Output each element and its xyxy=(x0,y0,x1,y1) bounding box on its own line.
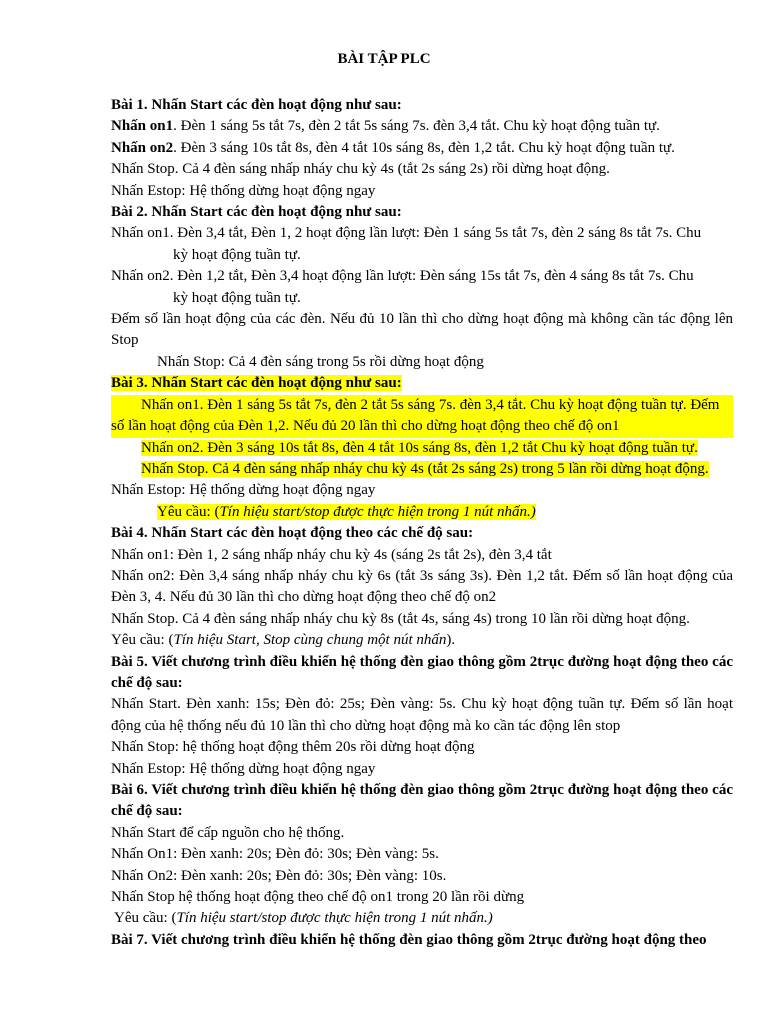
exercise-1-line-1-text: . Đèn 1 sáng 5s tắt 7s, đèn 2 tắt 5s sáng 7s. đèn 3,4 tắt. Chu kỳ hoạt động tuần tự. xyxy=(173,118,660,135)
exercise-5-heading: Bài 5. Viết chương trình điều khiển hệ thống đèn giao thông gồm 2trục đường hoạt động theo các chế độ sau: xyxy=(111,653,733,691)
exercise-2-line-4: Nhấn Stop: Cả 4 đèn sáng trong 5s rồi dừng hoạt động xyxy=(157,353,484,370)
exercise-3-line-4: Nhấn Estop: Hệ thống dừng hoạt động ngay xyxy=(111,482,376,499)
exercise-4-line-1: Nhấn on1: Đèn 1, 2 sáng nhấp nháy chu kỳ 4s (sáng 2s tắt 2s), đèn 3,4 tắt xyxy=(111,546,552,563)
exercise-3-heading: Bài 3. Nhấn Start các đèn hoạt động như sau: xyxy=(111,375,402,392)
exercise-1-line-3: Nhấn Stop. Cả 4 đèn sáng nhấp nháy chu kỳ 4s (tắt 2s sáng 2s) rồi dừng hoạt động. xyxy=(111,161,610,178)
exercise-6-requirement-text: Tín hiệu start/stop được thực hiện trong 1 nút nhấn.) xyxy=(176,910,493,927)
exercise-3-line-2: Nhấn on2. Đèn 3 sáng 10s tắt 8s, đèn 4 tắt 10s sáng 8s, đèn 1,2 tắt Chu kỳ hoạt động tuần tự. xyxy=(141,439,698,456)
exercise-6-requirement-label: Yêu cầu: ( xyxy=(114,910,177,927)
exercise-4-requirement xyxy=(111,630,733,651)
exercise-1-line-2-text: . Đèn 3 sáng 10s tắt 8s, đèn 4 tắt 10s sáng 8s, đèn 1,2 tắt. Chu kỳ hoạt động tuần tự. xyxy=(173,139,675,156)
exercise-2-heading: Bài 2. Nhấn Start các đèn hoạt động như sau: xyxy=(111,204,402,221)
exercise-3-line-1a: Nhấn on1. Đèn 1 sáng 5s tắt 7s, đèn 2 tắt 5s sáng 7s. đèn 3,4 tắt. Chu kỳ hoạt động tuần tự. Đếm xyxy=(111,395,733,416)
exercise-4-requirement-text: Tín hiệu Start, Stop cùng chung một nút nhấn xyxy=(173,632,447,649)
exercise-5-line-2: Nhấn Stop: hệ thống hoạt động thêm 20s rồi dừng hoạt động xyxy=(111,739,475,756)
exercise-1-line-2 xyxy=(111,138,733,159)
exercise-2-line-1b: kỳ hoạt động tuần tự. xyxy=(173,246,301,263)
exercise-2-line-3: Đếm số lần hoạt động của các đèn. Nếu đủ 10 lần thì cho dừng hoạt động mà không cần tác động lên Stop xyxy=(111,311,733,349)
exercise-3-requirement-label: Yêu cầu: ( xyxy=(157,503,220,520)
exercise-7-heading: Bài 7. Viết chương trình điều khiển hệ thống đèn giao thông gồm 2trục đường hoạt động theo xyxy=(111,931,707,948)
exercise-1-line-1 xyxy=(111,116,733,137)
exercise-4-heading: Bài 4. Nhấn Start các đèn hoạt động theo các chế độ sau: xyxy=(111,525,474,542)
exercise-3-requirement-text: Tín hiệu start/stop được thực hiện trong 1 nút nhấn.) xyxy=(219,503,536,520)
exercise-3-requirement-wrap xyxy=(111,502,733,523)
exercise-3-line-1b: số lần hoạt động của Đèn 1,2. Nếu đủ 20 lần thì cho dừng hoạt động theo chế độ on1 xyxy=(111,416,733,437)
exercise-4-line-2: Nhấn on2: Đèn 3,4 sáng nhấp nháy chu kỳ 6s (tắt 3s sáng 3s). Đèn 1,2 tắt. Đếm số lần hoạt động của Đèn 3, 4. Nếu đủ 30 lần thì cho dừng hoạt động theo chế độ on2 xyxy=(111,567,733,606)
exercise-1-line-2-lead: Nhấn on2 xyxy=(111,139,174,156)
exercise-3-heading-line xyxy=(111,373,733,394)
exercise-4-requirement-end: ). xyxy=(446,632,456,649)
document-body xyxy=(111,95,733,951)
exercise-6-line-2: Nhấn On1: Đèn xanh: 20s; Đèn đỏ: 30s; Đèn vàng: 5s. xyxy=(111,846,439,863)
exercise-1-line-4: Nhấn Estop: Hệ thống dừng hoạt động ngay xyxy=(111,182,376,199)
exercise-6-line-4: Nhấn Stop hệ thống hoạt động theo chế độ on1 trong 20 lần rồi dừng xyxy=(111,889,525,906)
exercise-6-line-3: Nhấn On2: Đèn xanh: 20s; Đèn đỏ: 30s; Đèn vàng: 10s. xyxy=(111,867,447,884)
exercise-1-line-1-lead: Nhấn on1 xyxy=(111,118,174,135)
exercise-3-line-2-wrap xyxy=(111,438,733,459)
exercise-3-requirement xyxy=(157,504,536,520)
exercise-6-requirement xyxy=(111,908,733,929)
exercise-2-line-2a: Nhấn on2. Đèn 1,2 tắt, Đèn 3,4 hoạt động lần lượt: Đèn sáng 15s tắt 7s, đèn 4 sáng 8s tắt 7s. Chu xyxy=(111,268,694,285)
exercise-1-heading: Bài 1. Nhấn Start các đèn hoạt động như sau: xyxy=(111,97,402,113)
exercise-4-requirement-label: Yêu cầu: ( xyxy=(111,632,174,649)
exercise-6-heading: Bài 6. Viết chương trình điều khiển hệ thống đèn giao thông gồm 2trục đường hoạt động theo các chế độ sau: xyxy=(111,782,733,820)
exercise-5-line-1: Nhấn Start. Đèn xanh: 15s; Đèn đỏ: 25s; Đèn vàng: 5s. Chu kỳ hoạt động tuần tự. Đếm số lần hoạt động của hệ thống nếu đủ 10 lần thì cho dừng hoạt động mà ko cần tác động lên stop xyxy=(111,696,733,734)
exercise-3-line-3-wrap xyxy=(111,459,733,480)
exercise-5-line-3: Nhấn Estop: Hệ thống dừng hoạt động ngay xyxy=(111,760,376,777)
page-title: BÀI TẬP PLC xyxy=(337,51,431,67)
exercise-2-line-1a: Nhấn on1. Đèn 3,4 tắt, Đèn 1, 2 hoạt động lần lượt: Đèn 1 sáng 5s tắt 7s, đèn 2 sáng 8s tắt 7s. Chu xyxy=(111,225,702,242)
exercise-6-line-1: Nhấn Start để cấp nguồn cho hệ thống. xyxy=(111,824,345,841)
exercise-4-line-3: Nhấn Stop. Cả 4 đèn sáng nhấp nháy chu kỳ 8s (tắt 4s, sáng 4s) trong 10 lần rồi dừng hoạt động. xyxy=(111,610,690,627)
exercise-2-line-2b: kỳ hoạt động tuần tự. xyxy=(173,289,301,306)
exercise-3-line-3: Nhấn Stop. Cả 4 đèn sáng nhấp nháy chu kỳ 4s (tắt 2s sáng 2s) trong 5 lần rồi dừng hoạt động. xyxy=(141,460,709,477)
